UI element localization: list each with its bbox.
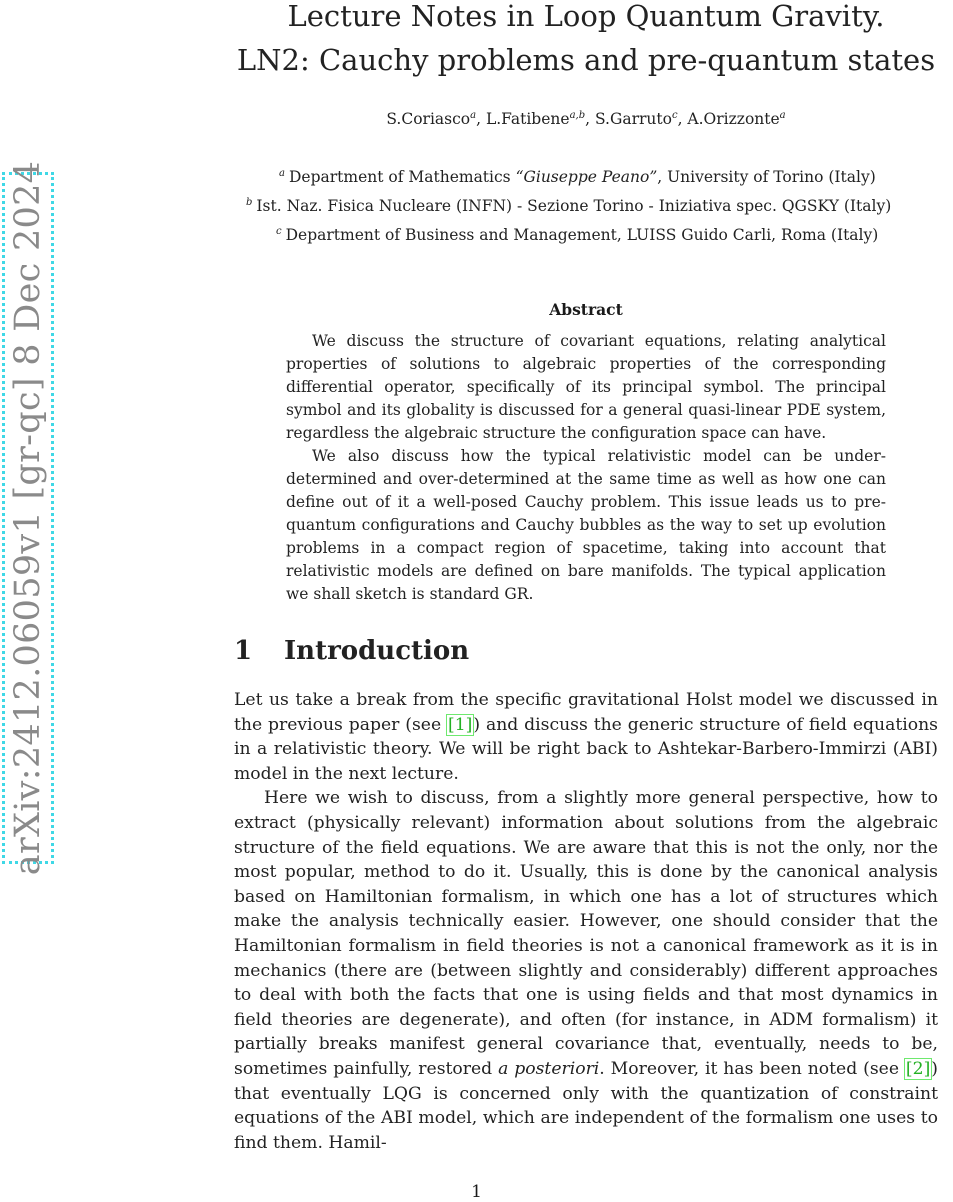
text-run: Here we wish to discuss, from a slightly more general perspective, how to extract (physically relevant) information about solutions from the algebraic structure of the field equations. We are aware that this is not the only, nor the most popular, method to do it. Usually, this is done by the canonical analysis based on Hamiltonian formalism, in which one has a lot of structures which make the analysis technically easier. However, one should consider that the Hamiltonian formalism in field theories is not a canonical framework as it is in mechanics (there are (between slightly and considerably) different approaches to deal with both the facts that one is using fields and that most dynamics in field theories are degenerate), and often (for instance, in ADM formalism) it partially breaks manifest general covariance that, eventually, needs to be, sometimes painfully, restored bbox=[234, 788, 938, 1079]
affil-mark: a bbox=[279, 168, 285, 179]
section-title: Introduction bbox=[284, 636, 470, 666]
affil-mark: b bbox=[246, 197, 253, 208]
page-number: 1 bbox=[471, 1182, 482, 1202]
paper-title bbox=[234, 0, 938, 82]
arxiv-identifier[interactable]: arXiv:2412.06059v1 [gr-qc] 8 Dec 2024 bbox=[8, 160, 48, 876]
arxiv-stamp[interactable] bbox=[2, 160, 54, 876]
text-run: ) and discuss the generic structure of field equations in a relativistic theory. We will be right back to Ashtekar-Barbero-Immirzi (ABI) model in the next lecture. bbox=[234, 714, 938, 784]
abstract-paragraph-1: We discuss the structure of covariant equations, relating analytical properties of solutions to algebraic properties of the corresponding differential operator, specifically of its principal symbol. The principal symbol and its globality is discussed for a general quasi-linear PDE system, regardless the algebraic structure the configuration space can have. bbox=[286, 332, 886, 442]
citation-link-1[interactable]: [1] bbox=[448, 714, 473, 735]
affil-text: Ist. Naz. Fisica Nucleare (INFN) - Sezione Torino - Iniziativa spec. QGSKY (Italy) bbox=[256, 197, 892, 216]
author-name: S.Coriasco bbox=[386, 110, 471, 129]
citation-link-2[interactable]: [2] bbox=[905, 1058, 931, 1079]
affiliation-b bbox=[246, 197, 891, 215]
text-run: Let us take a break from the specific gravitational Holst model we discussed in the previous paper (see bbox=[234, 690, 938, 735]
abstract-body bbox=[286, 330, 886, 606]
affiliation-c bbox=[276, 226, 878, 244]
author-affil-mark: a bbox=[470, 110, 477, 121]
body-text bbox=[234, 688, 938, 1155]
affil-text: Department of Business and Management, LUISS Guido Carli, Roma (Italy) bbox=[285, 226, 879, 245]
affil-text: Department of Mathematics bbox=[288, 168, 516, 187]
body-paragraph-1 bbox=[234, 688, 938, 786]
author-name: L.Fatibene bbox=[485, 110, 570, 129]
text-run: ) that eventually LQG is concerned only with the quantization of constraint equations of the ABI model, which are independent of the formalism one uses to find them. Hamil- bbox=[234, 1058, 938, 1153]
abstract-heading: Abstract bbox=[549, 300, 623, 319]
author-affil-mark: c bbox=[671, 110, 678, 121]
author-name: S.Garruto bbox=[594, 110, 672, 129]
section-number: 1 bbox=[234, 636, 253, 666]
section-heading bbox=[234, 636, 469, 666]
affiliation-a bbox=[279, 168, 876, 186]
affil-text-rest: , University of Torino (Italy) bbox=[657, 168, 876, 187]
abstract-paragraph-2: We also discuss how the typical relativistic model can be under-determined and over-determined at the same time as well as how one can define out of it a well-posed Cauchy problem. This issue leads us to pre-quantum configurations and Cauchy bubbles as the way to set up evolution problems in a compact region of spacetime, taking into account that relativistic models are defined on bare manifolds. The typical application we shall sketch is standard GR. bbox=[286, 447, 886, 603]
text-run: . Moreover, it has been noted (see bbox=[599, 1058, 905, 1079]
author-name: A.Orizzonte bbox=[687, 110, 780, 129]
body-paragraph-2 bbox=[234, 786, 938, 1155]
affil-italic: “Giuseppe Peano” bbox=[515, 168, 658, 187]
title-line-1: Lecture Notes in Loop Quantum Gravity. bbox=[287, 0, 885, 33]
title-line-2: LN2: Cauchy problems and pre-quantum states bbox=[236, 43, 936, 77]
author-list: S.Coriasco$^a$, L.Fatibene$^{a,b}$, S.Garruto$^c$, A.Orizzonte$^a$ bbox=[386, 110, 786, 129]
author-affil-mark: a,b bbox=[569, 110, 586, 121]
italic-phrase: a posteriori bbox=[498, 1058, 600, 1079]
affil-mark: c bbox=[276, 226, 282, 237]
author-affil-mark: a bbox=[779, 110, 786, 121]
